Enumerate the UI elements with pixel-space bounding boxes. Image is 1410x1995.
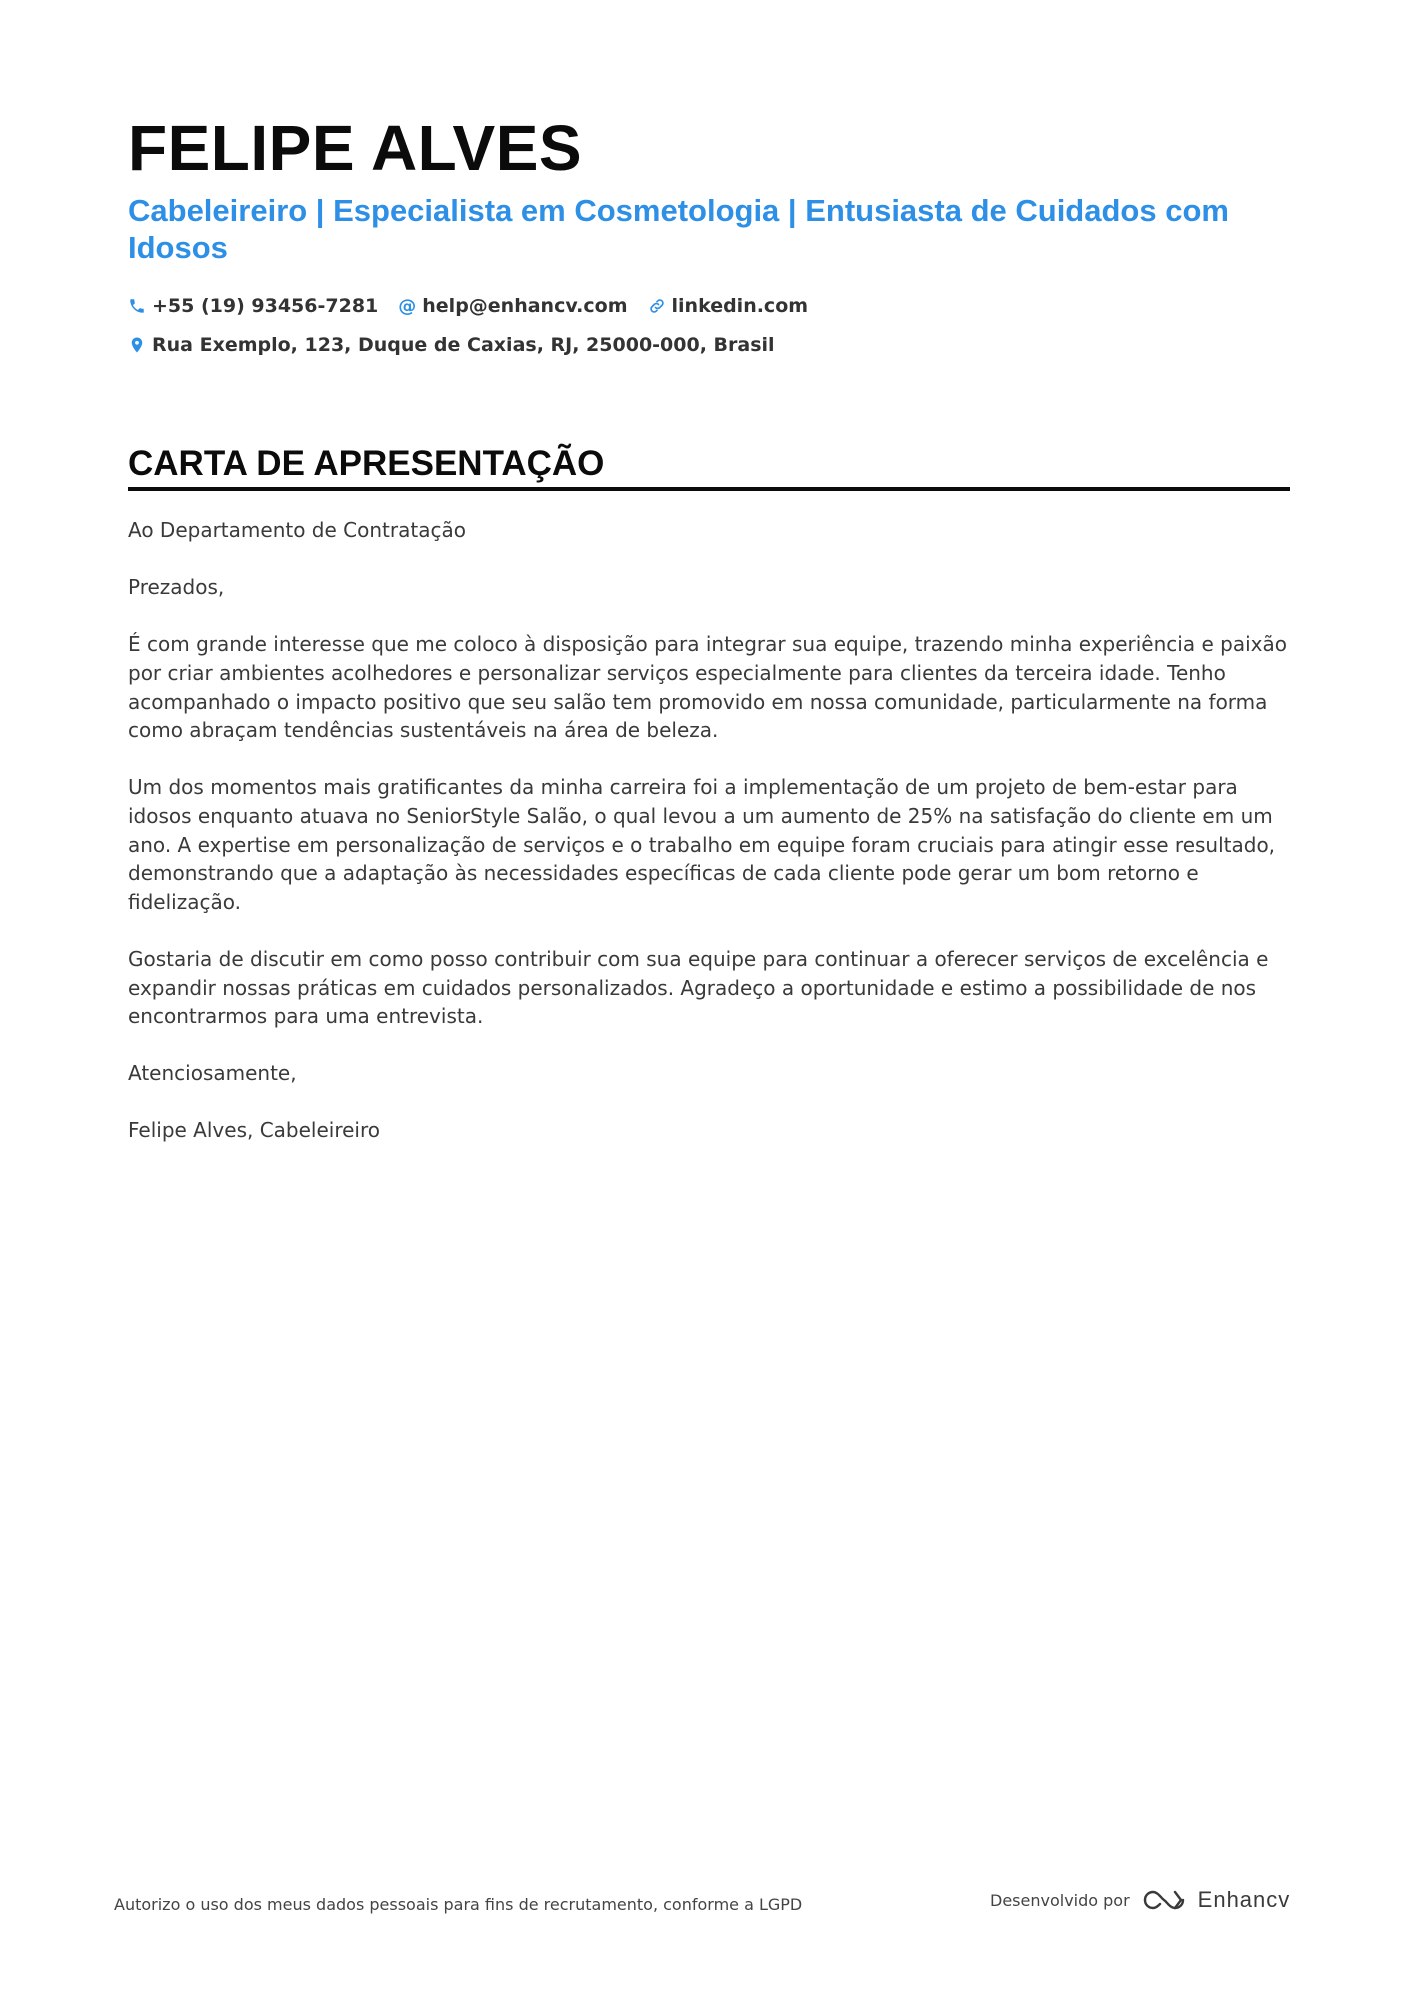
contact-phone	[128, 292, 378, 320]
letter-paragraph: Um dos momentos mais gratificantes da minha carreira foi a implementação de um projeto de bem-estar para idosos enquanto atuava no SeniorStyle Salão, o qual levou a um aumento de 25% na satisfação do cliente em um ano. A expertise em personalização de serviços e o trabalho em equipe foram cruciais para atingir esse resultado, demonstrando que a adaptação às necessidades específicas de cada cliente pode gerar um bom retorno e fidelização.	[128, 775, 1276, 914]
letter-body	[128, 516, 1298, 1174]
section-title: CARTA DE APRESENTAÇÃO	[128, 442, 1290, 491]
letter-recipient: Ao Departamento de Contratação	[128, 518, 466, 542]
candidate-headline: Cabeleireiro | Especialista em Cosmetologia | Entusiasta de Cuidados com Idosos	[128, 193, 1229, 265]
powered-by[interactable]	[990, 1887, 1290, 1913]
address-text: Rua Exemplo, 123, Duque de Caxias, RJ, 25000-000, Brasil	[152, 334, 775, 356]
contact-email[interactable]	[398, 292, 627, 320]
phone-icon	[128, 297, 146, 315]
link-icon	[648, 297, 666, 315]
enhancv-logo[interactable]	[1142, 1887, 1291, 1913]
link-text[interactable]: linkedin.com	[671, 295, 809, 317]
email-text[interactable]: help@enhancv.com	[422, 295, 628, 317]
contact-row-primary	[128, 292, 828, 320]
contact-address	[128, 331, 775, 359]
letter-signature: Felipe Alves, Cabeleireiro	[128, 1118, 381, 1143]
lgpd-consent: Autorizo o uso dos meus dados pessoais para fins de recrutamento, conforme a LGPD	[114, 1895, 803, 1914]
candidate-name: FELIPE ALVES	[128, 112, 583, 184]
letter-greeting: Prezados,	[128, 575, 225, 600]
contact-link[interactable]	[648, 292, 809, 320]
letter-paragraph: É com grande interesse que me coloco à disposição para integrar sua equipe, trazendo minha experiência e paixão por criar ambientes acolhedores e personalizar serviços especialmente para clientes da terceira idade. Tenho acompanhado o impacto positivo que seu salão tem promovido em nossa comunidade, particularmente na forma como abraçam tendências sustentáveis na área de beleza.	[128, 632, 1287, 743]
phone-text: +55 (19) 93456-7281	[152, 295, 379, 317]
powered-by-label: Desenvolvido por	[990, 1890, 1130, 1910]
enhancv-logo-icon	[1142, 1887, 1188, 1913]
letter-closing: Atenciosamente,	[128, 1061, 297, 1086]
letter-paragraph: Gostaria de discutir em como posso contribuir com sua equipe para continuar a oferecer serviços de excelência e expandir nossas práticas em cuidados personalizados. Agradeço a oportunidade e estimo a possibilidade de nos encontrarmos para uma entrevista.	[128, 946, 1269, 1029]
contact-row-address	[128, 331, 795, 359]
location-pin-icon	[128, 336, 146, 354]
at-icon: @	[398, 295, 417, 317]
enhancv-brand-name: Enhancv	[1197, 1887, 1291, 1912]
